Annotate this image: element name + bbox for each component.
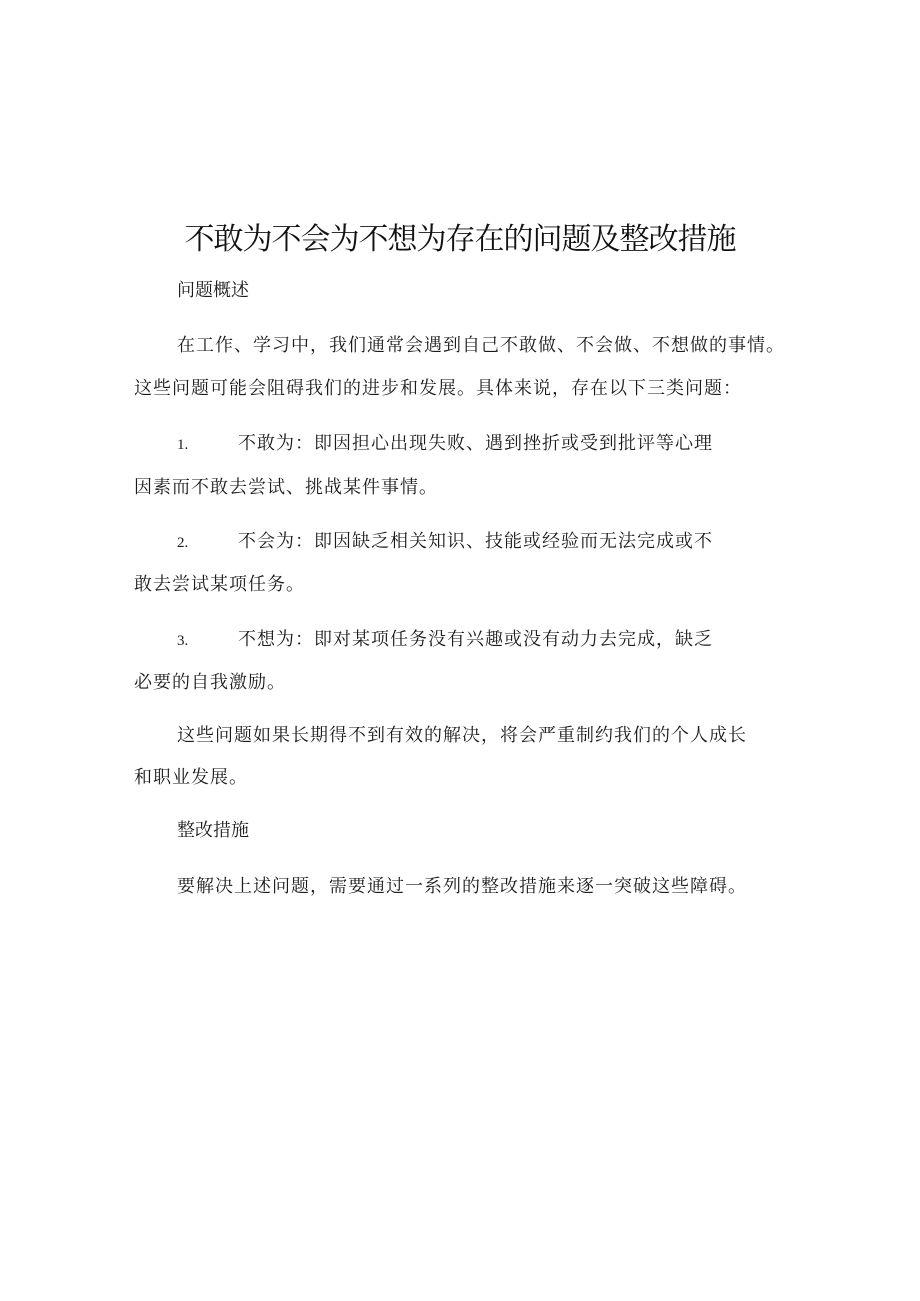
item-3-line-2: 必要的自我激励。 <box>134 672 286 693</box>
item-1-number: 1. <box>177 437 189 453</box>
item-1-line-2: 因素而不敢去尝试、挑战某件事情。 <box>134 477 438 498</box>
item-2-line-1: 不会为：即因缺乏相关知识、技能或经验而无法完成或不 <box>238 531 713 552</box>
measures-heading: 整改措施 <box>177 820 249 841</box>
intro-line-1: 在工作、学习中，我们通常会遇到自己不敢做、不会做、不想做的事情。 <box>177 335 785 356</box>
measures-intro: 要解决上述问题，需要通过一系列的整改措施来逐一突破这些障碍。 <box>177 876 747 897</box>
item-3-number: 3. <box>177 633 189 649</box>
document-title: 不敢为不会为不想为存在的问题及整改措施 <box>184 222 736 257</box>
item-2-number: 2. <box>177 535 189 551</box>
intro-line-2: 这些问题可能会阻碍我们的进步和发展。具体来说，存在以下三类问题： <box>134 378 742 399</box>
summary-line-1: 这些问题如果长期得不到有效的解决，将会严重制约我们的个人成长 <box>177 725 747 746</box>
summary-line-2: 和职业发展。 <box>134 767 248 788</box>
item-2-line-2: 敢去尝试某项任务。 <box>134 574 305 595</box>
overview-heading: 问题概述 <box>177 280 249 301</box>
item-1-line-1: 不敢为：即因担心出现失败、遇到挫折或受到批评等心理 <box>238 433 713 454</box>
item-3-line-1: 不想为：即对某项任务没有兴趣或没有动力去完成，缺乏 <box>238 629 713 650</box>
